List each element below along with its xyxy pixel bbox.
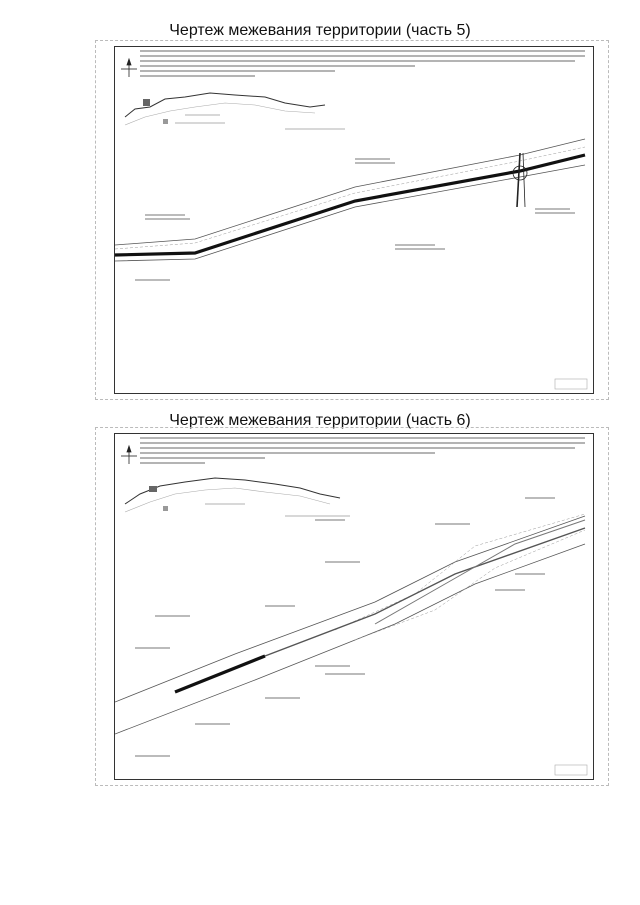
north-arrow-icon xyxy=(121,59,137,77)
drawing-sheet-part-5 xyxy=(114,46,594,394)
overview-inset-map xyxy=(125,93,345,129)
north-arrow-icon xyxy=(121,446,137,464)
heading-part-5: Чертеж межевания территории (часть 5) xyxy=(169,22,471,39)
overview-inset-map xyxy=(125,478,350,516)
sheet-header-lines xyxy=(140,51,585,76)
heading-part-6: Чертеж межевания территории (часть 6) xyxy=(169,412,471,429)
parcel-labels xyxy=(135,498,555,756)
land-survey-drawing-part-6 xyxy=(115,434,593,779)
sheet-header-lines xyxy=(140,438,585,463)
road-bypass xyxy=(375,520,585,624)
land-survey-drawing-part-5 xyxy=(115,47,593,393)
parcel-labels xyxy=(135,159,575,280)
main-road xyxy=(175,656,265,692)
road-continuation xyxy=(265,528,585,656)
sheet-stamp xyxy=(555,765,587,775)
drawing-sheet-part-6 xyxy=(114,433,594,780)
corridor-boundaries xyxy=(115,139,585,261)
sheet-stamp xyxy=(555,379,587,389)
road-junction xyxy=(513,153,527,207)
